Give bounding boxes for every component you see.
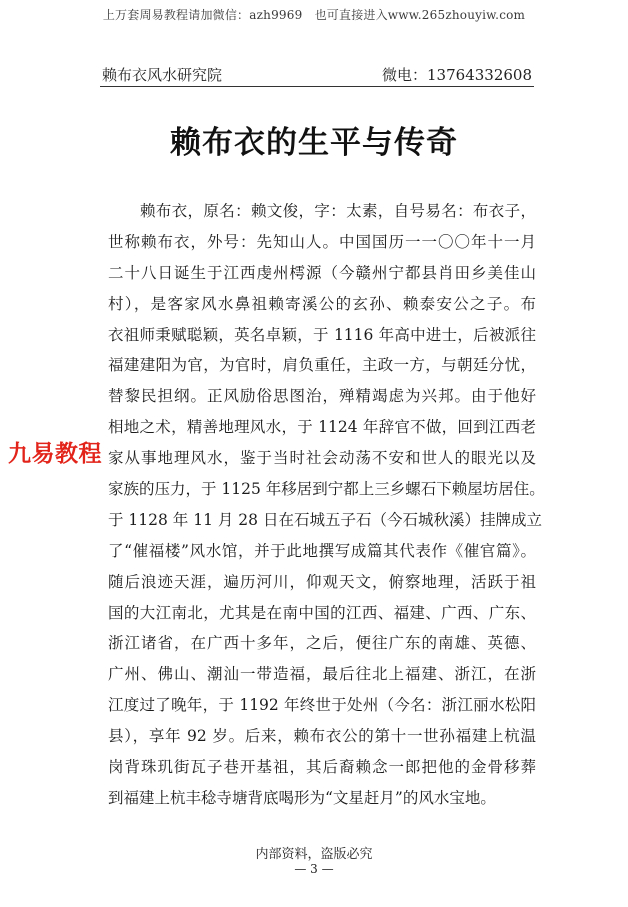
body-line: 福建建阳为官，为官时，肩负重任，主政一方，与朝廷分忧， xyxy=(108,356,536,375)
body-line: 家族的压力，于 1125 年移居到宁都上三乡螺石下赖屋坊居住。 xyxy=(108,480,545,499)
body-line: 衣祖师秉赋聪颖，英名卓颖，于 1116 年高中进士，后被派往 xyxy=(108,325,536,344)
top-banner: 上万套周易教程请加微信：azh9969 也可直接进入www.265zhouyiw.com xyxy=(102,8,526,22)
body-line: 浙江诸省，在广西十多年，之后，便往广东的南雄、英德、 xyxy=(108,634,536,653)
body-line: 到福建上杭丰稔寺塘背底喝形为“文星赶月”的风水宝地。 xyxy=(108,788,496,807)
body-line: 江度过了晚年，于 1192 年终世于处州（今名：浙江丽水松阳 xyxy=(108,696,536,715)
contact-phone: 微电：13764332608 xyxy=(382,66,532,84)
body-line: 世称赖布衣，外号：先知山人。中国国历一一〇〇年十一月 xyxy=(108,232,536,251)
body-line: 赖布衣，原名：赖文俊，字：太素，自号易名：布衣子， xyxy=(140,202,536,220)
body-line: 广州、佛山、潮汕一带造福，最后往北上福建、浙江，在浙 xyxy=(108,665,536,684)
watermark-logo: 九易教程 xyxy=(8,441,102,467)
header-divider xyxy=(100,86,534,87)
body-line: 岗背珠玑街瓦子巷开基祖，其后裔赖念一郎把他的金骨移葬 xyxy=(108,758,536,777)
body-line: 了“催福楼”风水馆，并于此地撰写成篇其代表作《催官篇》。 xyxy=(108,541,536,560)
body-paragraph xyxy=(108,196,545,814)
page-title: 赖布衣的生平与传奇 xyxy=(170,125,458,161)
body-line: 替黎民担纲。正风励俗思图治，殚精竭虑为兴邦。由于他好 xyxy=(108,387,536,406)
body-line: 国的大江南北，尤其是在南中国的江西、福建、广西、广东、 xyxy=(108,603,536,622)
body-line: 县），享年 92 岁。后来，赖布衣公的第十一世孙福建上杭温 xyxy=(108,727,536,746)
body-line: 随后浪迹天涯，遍历河川，仰观天文，俯察地理，活跃于祖 xyxy=(108,572,536,591)
body-line: 村），是客家风水鼻祖赖寄溪公的玄孙、赖泰安公之子。布 xyxy=(108,294,536,313)
footer-note: 内部资料，盗版必究 xyxy=(255,847,373,862)
body-line: 家从事地理风水，鉴于当时社会动荡不安和世人的眼光以及 xyxy=(108,449,536,468)
body-line: 相地之术，精善地理风水，于 1124 年辞官不做，回到江西老 xyxy=(108,418,536,437)
body-line: 二十八日诞生于江西虔州樗源（今赣州宁都县肖田乡美佳山 xyxy=(108,263,536,282)
body-line: 于 1128 年 11 月 28 日在石城五子石（今石城秋溪）挂牌成立 xyxy=(108,510,542,529)
institute-name: 赖布衣风水研究院 xyxy=(102,66,223,84)
page-number: — 3 — xyxy=(294,862,334,876)
